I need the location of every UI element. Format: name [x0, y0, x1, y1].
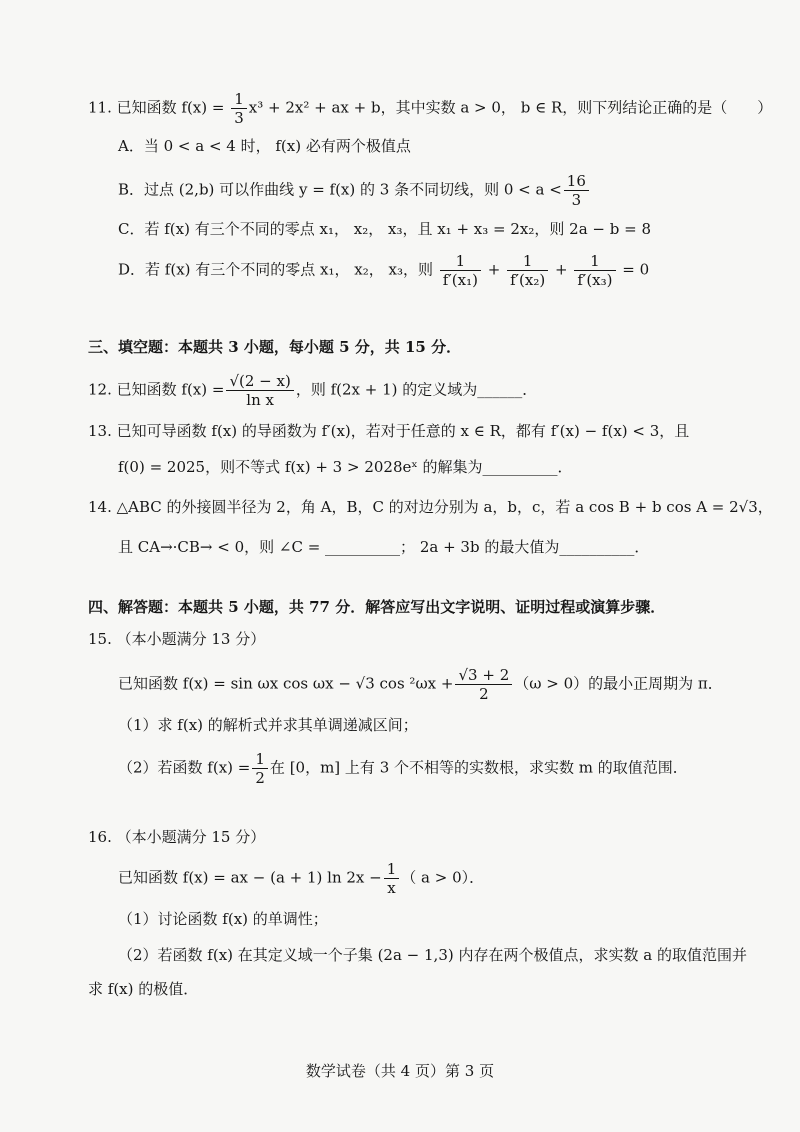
q16-part2: （2）若函数 f(x) 在其定义域一个子集 (2a − 1,3) 内存在两个极值点，求实数 a 的取值范围并 — [118, 946, 747, 964]
q16-part1: （1）讨论函数 f(x) 的单调性； — [118, 910, 328, 928]
q11-option-b: B．过点 (2,b) 可以作曲线 y = f(x) 的 3 条不同切线，则 0 < a < $\frac{16}{3}$ — [118, 172, 591, 209]
q16-stem: 已知函数 f(x) = ax − (a + 1) ln 2x − $\frac{1}{x}$ （ a > 0）． — [118, 860, 485, 897]
fraction: $\frac{√(2 - x)}{\text{ln x}}$ — [226, 372, 293, 409]
q12-stem: 12. 已知函数 f(x) = $\frac{√(2 - x)}{\text{ln x}}$ ，则 f(2x + 1) 的定义域为______． — [88, 372, 538, 409]
q11-option-c: C．若 f(x) 有三个不同的零点 x₁， x₂， x₃，且 x₁ + x₃ = 2x₂，则 2a − b = 8 — [118, 220, 651, 238]
q11-stem: 11. 已知函数 f(x) = $\frac{1}{3}$ x³ + 2x² + ax + b，其中实数 a > 0， b ∈ R，则下列结论正确的是（ ） — [88, 90, 773, 127]
q14-line2: 且 CA→·CB→ < 0，则 ∠C = __________； 2a + 3b 的最大值为__________． — [118, 538, 650, 556]
q15-part1: （1）求 f(x) 的解析式并求其单调递减区间； — [118, 716, 418, 734]
fraction: $\frac{16}{3}$ — [564, 172, 589, 209]
q11-option-d: D．若 f(x) 有三个不同的零点 x₁， x₂， x₃，则 $\frac{1}{\text{f′(x₁)}}$ + $\frac{1}{\text{f′(x₂)}}$ + $\frac{1}{\text{f′(x₃)}}$ = 0 — [118, 252, 650, 289]
q16-head: 16. （本小题满分 15 分） — [88, 828, 266, 846]
section-heading: 四、解答题：本题共 5 小题，共 77 分．解答应写出文字说明、证明过程或演算步骤． — [88, 598, 666, 616]
q11-option-a: A．当 0 < a < 4 时， f(x) 必有两个极值点 — [118, 137, 411, 155]
q15-head: 15. （本小题满分 13 分） — [88, 630, 266, 648]
q13-line2: f(0) = 2025，则不等式 f(x) + 3 > 2028eˣ 的解集为__________． — [118, 458, 573, 476]
fraction: $\frac{1}{3}$ — [231, 90, 247, 127]
fraction: $\frac{1}{\text{f′(x₃)}}$ — [574, 252, 615, 289]
fraction: $\frac{√3 + 2}{2}$ — [455, 666, 512, 703]
q13-line1: 13. 已知可导函数 f(x) 的导函数为 f′(x)，若对于任意的 x ∈ R，都有 f′(x) − f(x) < 3，且 — [88, 422, 690, 440]
fraction: $\frac{1}{x}$ — [384, 860, 400, 897]
page-footer: 数学试卷（共 4 页）第 3 页 — [305, 1062, 495, 1080]
fraction: $\frac{1}{\text{f′(x₂)}}$ — [507, 252, 548, 289]
q16-part2-cont: 求 f(x) 的极值． — [88, 980, 199, 998]
q14-line1: 14. △ABC 的外接圆半径为 2，角 A，B，C 的对边分别为 a，b，c，若 a cos B + b cos A = 2√3， — [88, 498, 773, 516]
q15-stem: 已知函数 f(x) = sin ωx cos ωx − √3 cos ²ωx + $\frac{√3 + 2}{2}$ （ω > 0）的最小正周期为 π． — [118, 666, 723, 703]
section-heading: 三、填空题：本题共 3 小题，每小题 5 分，共 15 分． — [88, 338, 462, 356]
q15-part2: （2）若函数 f(x) = $\frac{1}{2}$ 在 [0，m] 上有 3 个不相等的实数根，求实数 m 的取值范围． — [118, 750, 688, 787]
fraction: $\frac{1}{\text{f′(x₁)}}$ — [440, 252, 481, 289]
fraction: $\frac{1}{2}$ — [252, 750, 268, 787]
